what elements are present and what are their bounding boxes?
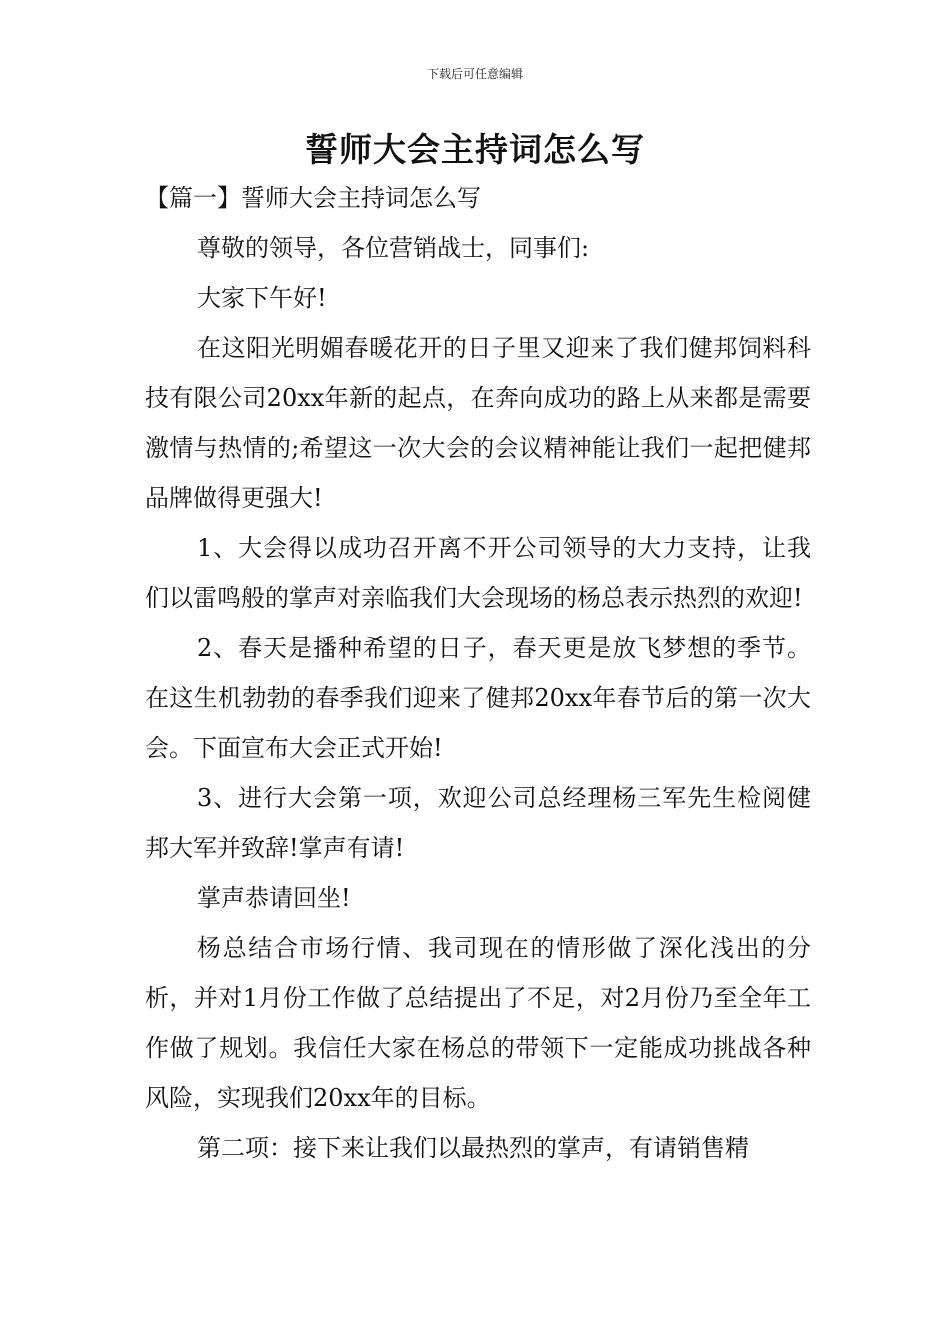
- paragraph-good-afternoon: 大家下午好!: [197, 284, 327, 312]
- paragraph-item-3: 3、进行大会第一项，欢迎公司总经理杨三军先生检阅健邦大军并致辞!掌声有请!: [145, 784, 811, 862]
- paragraph-opening: 在这阳光明媚春暖花开的日子里又迎来了我们健邦饲料科技有限公司20xx年新的起点，在奔向成功的路上从来都是需要激情与热情的;希望这一次大会的会议精神能让我们一起把健邦品牌做得更强大!: [145, 334, 811, 512]
- header-note: 下载后可任意编辑: [426, 67, 523, 81]
- paragraph-summary: 杨总结合市场行情、我司现在的情形做了深化浅出的分析，并对1月份工作做了总结提出了不足，对2月份乃至全年工作做了规划。我信任大家在杨总的带领下一定能成功挑战各种风险，实现我们20xx年的目标。: [145, 934, 811, 1112]
- paragraph-item-second: 第二项：接下来让我们以最热烈的掌声，有请销售精: [197, 1134, 749, 1162]
- document-title: 誓师大会主持词怎么写: [305, 130, 645, 169]
- paragraph-item-2: 2、春天是播种希望的日子，春天更是放飞梦想的季节。在这生机勃勃的春季我们迎来了健邦20xx年春节后的第一次大会。下面宣布大会正式开始!: [145, 634, 811, 762]
- paragraph-item-1: 1、大会得以成功召开离不开公司领导的大力支持，让我们以雷鸣般的掌声对亲临我们大会现场的杨总表示热烈的欢迎!: [145, 534, 811, 612]
- paragraph-greeting: 尊敬的领导，各位营销战士，同事们:: [197, 234, 590, 262]
- document-body: [145, 173, 811, 1173]
- section-heading: 【篇一】誓师大会主持词怎么写: [145, 184, 481, 212]
- paragraph-applause: 掌声恭请回坐!: [197, 884, 351, 912]
